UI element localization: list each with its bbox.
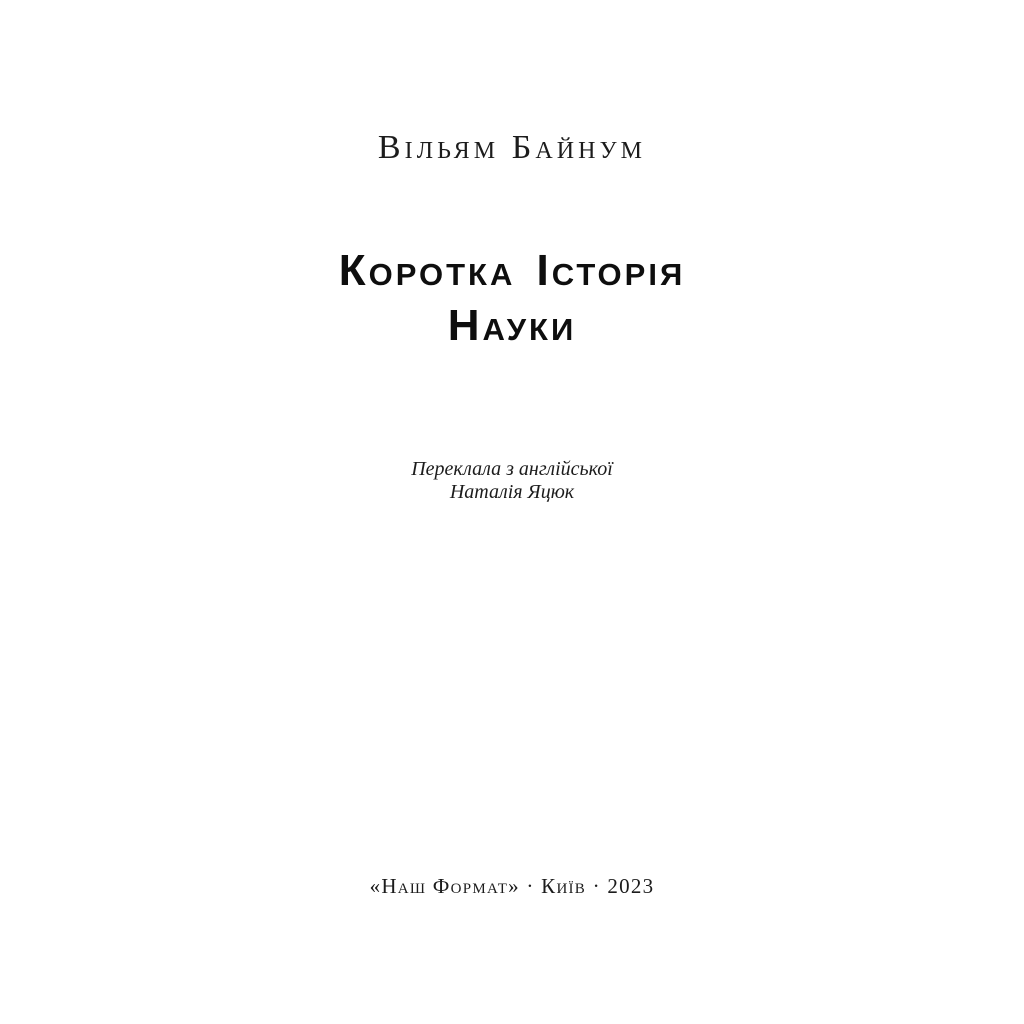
publisher-imprint: «Наш Формат» · Київ · 2023	[369, 874, 655, 898]
book-title-line2: Науки	[447, 301, 577, 350]
book-title-line1: Коротка Історія	[338, 246, 686, 295]
book-title	[0, 243, 1024, 353]
author-name: Вільям Байнум	[377, 129, 647, 166]
translator-credit	[0, 458, 1024, 504]
translator-name: Наталія Яцюк	[449, 481, 575, 503]
translator-credit-label: Переклала з англійської	[411, 458, 613, 480]
